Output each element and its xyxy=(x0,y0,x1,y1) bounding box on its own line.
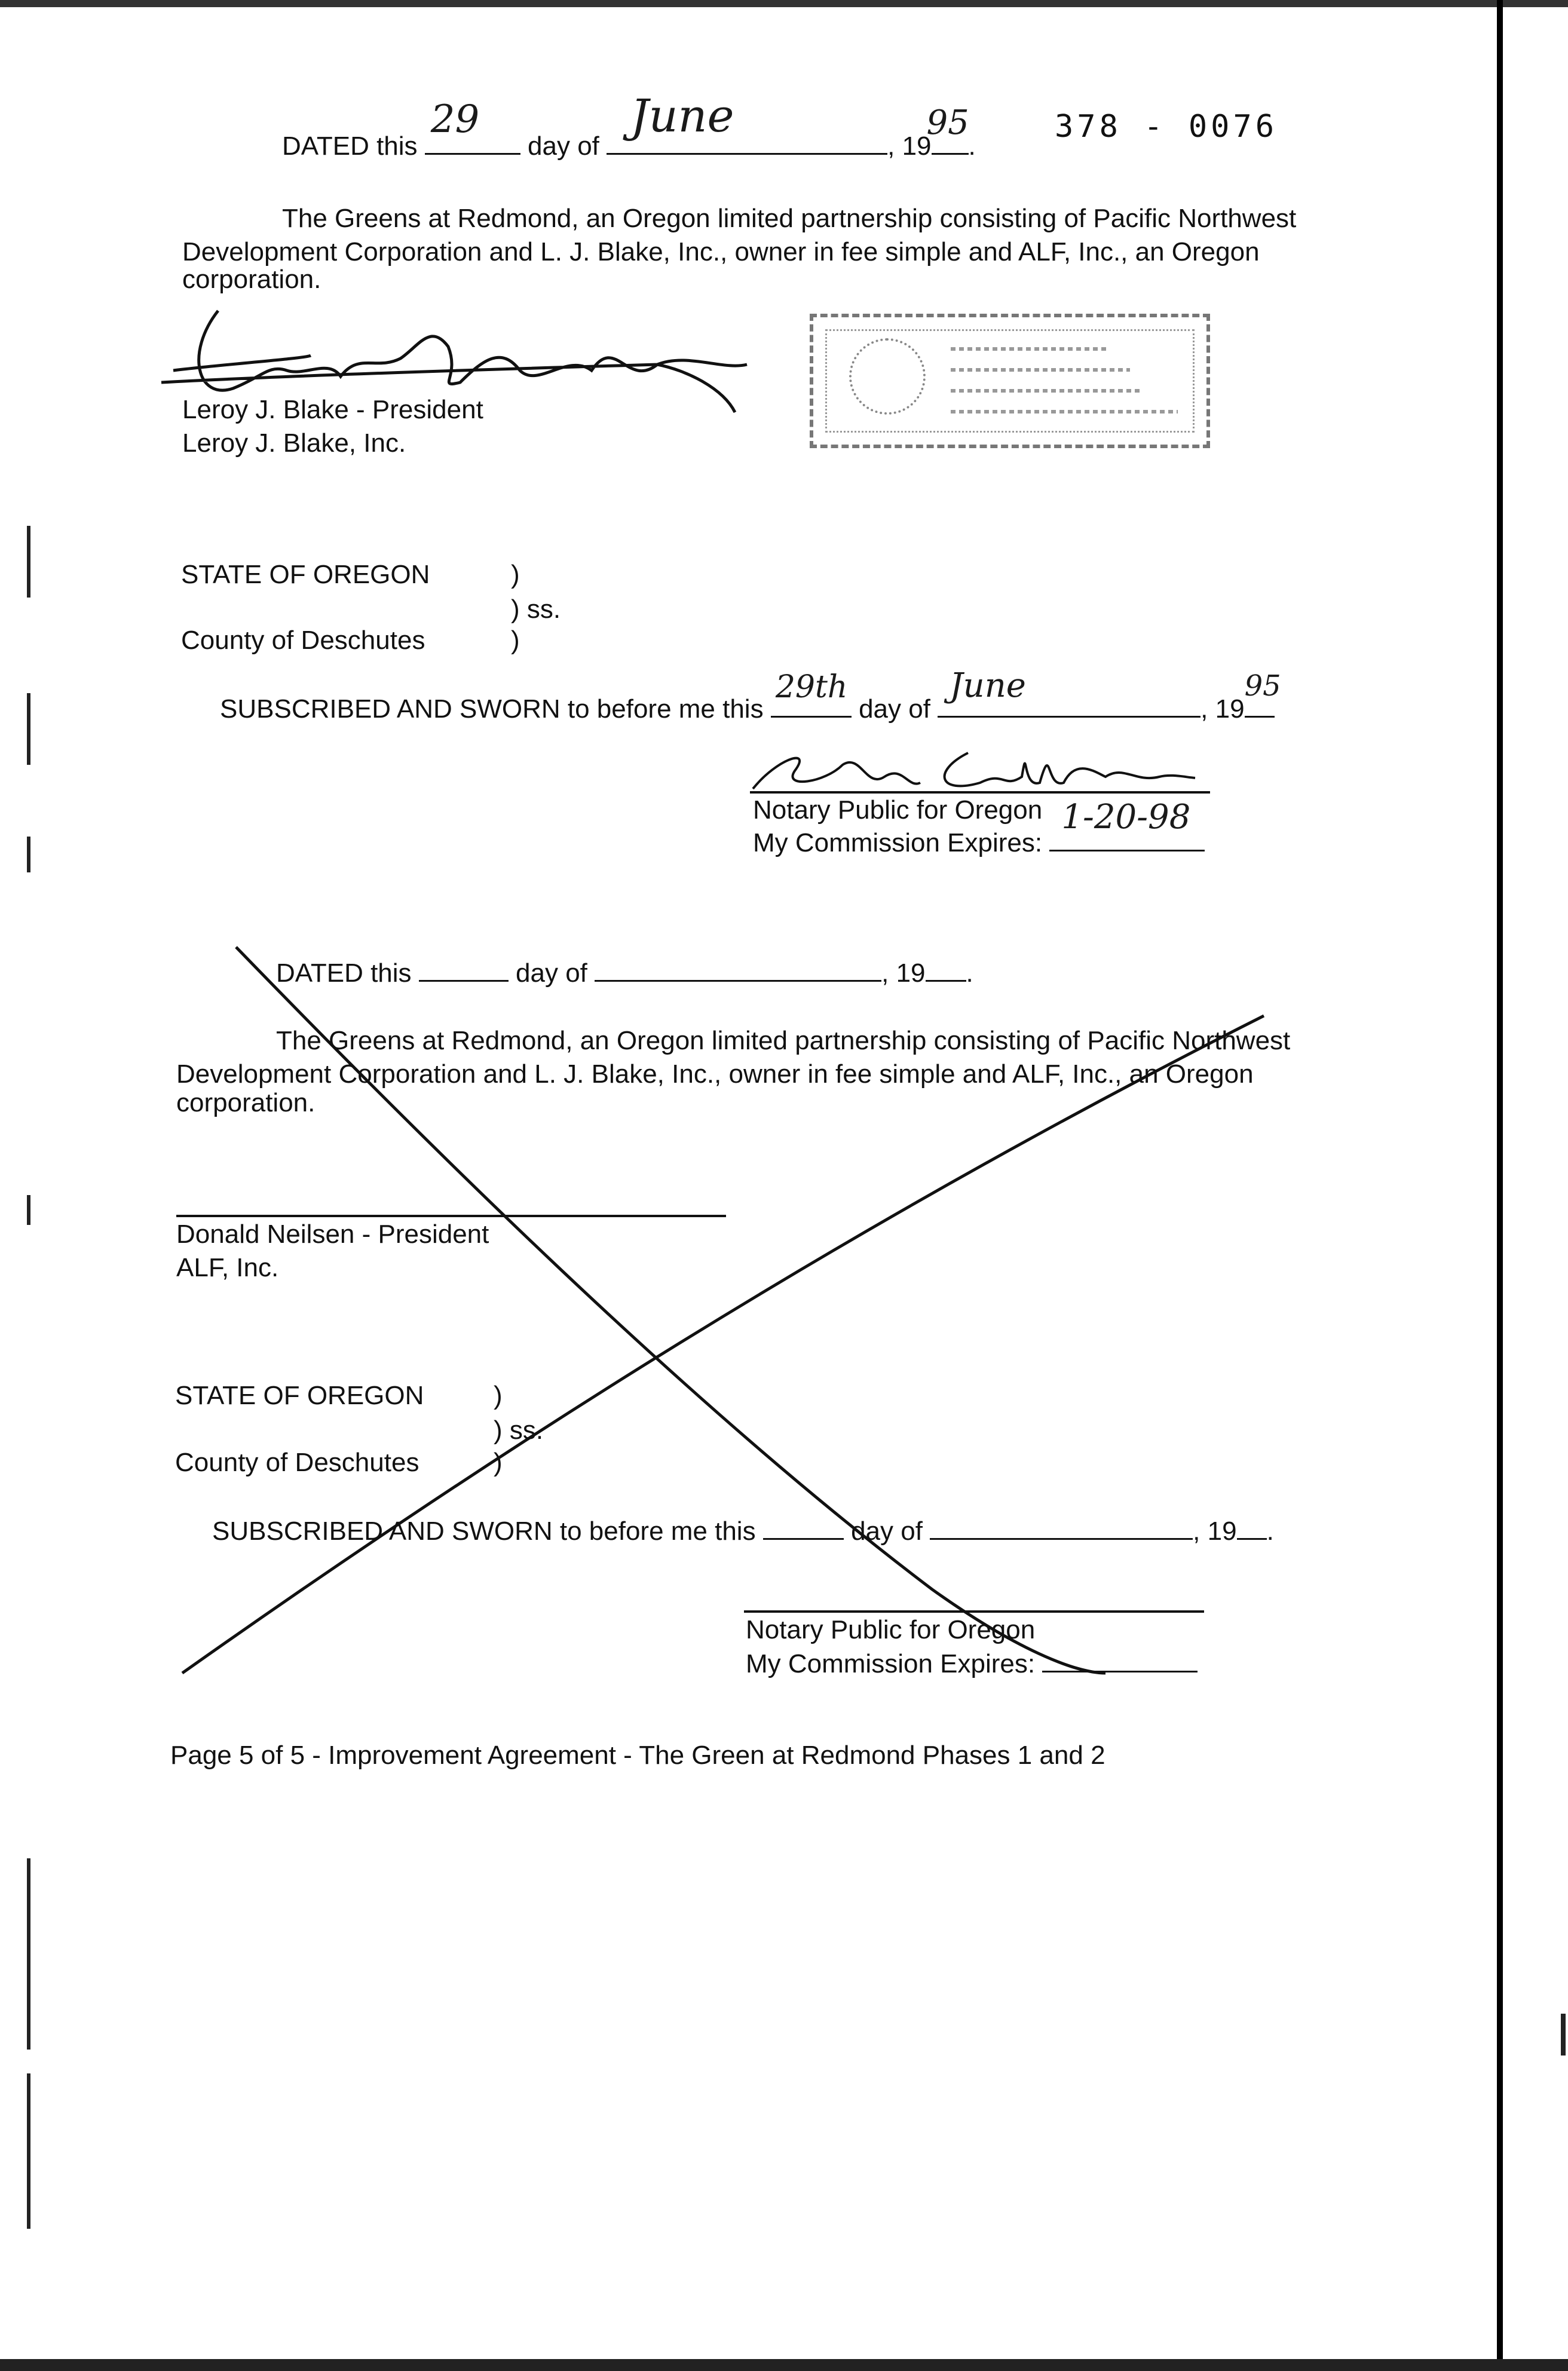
notary-label: Notary Public for Oregon xyxy=(753,795,1043,825)
sworn-label: SUBSCRIBED AND SWORN to before me this xyxy=(212,1517,756,1546)
paren: ) xyxy=(511,560,520,589)
signer-company: Leroy J. Blake, Inc. xyxy=(182,428,406,458)
handwritten-sworn-month: June xyxy=(950,666,1026,705)
county-label: County of Deschutes xyxy=(181,626,425,655)
sworn-day-of: day of xyxy=(859,694,930,724)
signer-title: Leroy J. Blake - President xyxy=(182,395,483,424)
period: . xyxy=(966,958,973,988)
handwritten-commission: 1-20-98 xyxy=(1061,798,1191,837)
recording-number: 378 - 0076 xyxy=(1055,109,1278,145)
handwritten-sworn-day: 29th xyxy=(775,669,848,705)
county-label-2: County of Deschutes xyxy=(175,1448,419,1477)
notary-label-2: Notary Public for Oregon xyxy=(746,1615,1036,1644)
paragraph-line: The Greens at Redmond, an Oregon limited partnership consisting of Pacific Northwest xyxy=(276,1026,1291,1055)
paren: ) xyxy=(511,626,520,655)
sworn-label: SUBSCRIBED AND SWORN to before me this xyxy=(220,694,764,724)
sworn-year-prefix: , 19 xyxy=(1193,1517,1237,1546)
year-prefix: , 19 xyxy=(887,131,932,161)
paren: ) xyxy=(494,1448,503,1477)
commission-label: My Commission Expires: xyxy=(753,828,1043,857)
signer-company-2: ALF, Inc. xyxy=(176,1253,279,1282)
paragraph-line: The Greens at Redmond, an Oregon limited partnership consisting of Pacific Northwest xyxy=(282,204,1297,233)
sworn-line-2: SUBSCRIBED AND SWORN to before me this day of , 19 . xyxy=(212,1514,1274,1547)
handwritten-month: June xyxy=(630,89,734,142)
state-label: STATE OF OREGON xyxy=(181,560,430,589)
day-of-label: day of xyxy=(516,958,587,988)
dated-label: DATED this xyxy=(276,958,412,988)
ss-label-2: ) ss. xyxy=(494,1416,544,1445)
page-footer: Page 5 of 5 - Improvement Agreement - The Green at Redmond Phases 1 and 2 xyxy=(170,1741,1105,1770)
sworn-day-of: day of xyxy=(851,1517,923,1546)
dated-label: DATED this xyxy=(282,131,418,161)
year-prefix: , 19 xyxy=(881,958,926,988)
paragraph-line: corporation. xyxy=(176,1088,316,1117)
day-of-label: day of xyxy=(528,131,599,161)
sworn-year-prefix: , 19 xyxy=(1200,694,1245,724)
handwritten-year: 95 xyxy=(926,103,969,142)
handwritten-day: 29 xyxy=(430,97,480,142)
state-label-2: STATE OF OREGON xyxy=(175,1381,424,1410)
handwritten-sworn-year: 95 xyxy=(1244,669,1281,703)
paragraph-line: Development Corporation and L. J. Blake, Inc., owner in fee simple and ALF, Inc., an Oregon xyxy=(176,1059,1254,1089)
paragraph-line: Development Corporation and L. J. Blake, Inc., owner in fee simple and ALF, Inc., an Oregon xyxy=(182,237,1260,266)
commission-label: My Commission Expires: xyxy=(746,1649,1036,1678)
period: . xyxy=(968,131,976,161)
paragraph-line: corporation. xyxy=(182,265,321,294)
ss-label: ) ss. xyxy=(511,595,561,624)
signer-title-2: Donald Neilsen - President xyxy=(176,1220,489,1249)
paren: ) xyxy=(494,1381,503,1410)
